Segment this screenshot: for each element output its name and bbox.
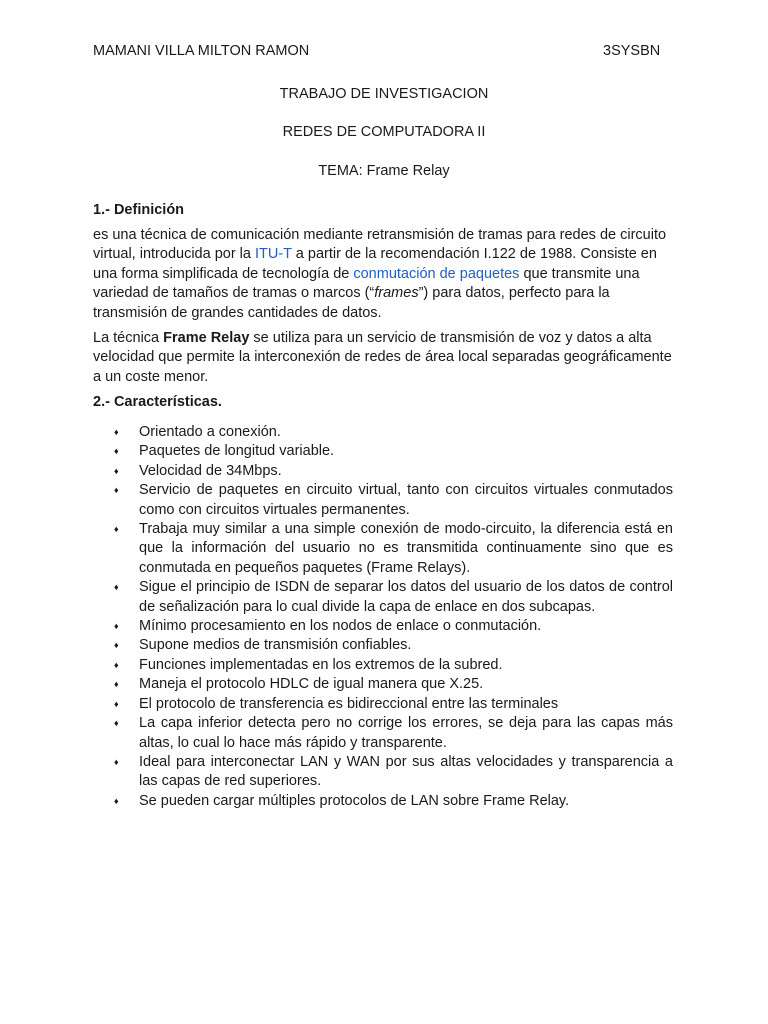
bullet-diamond-icon: ♦ <box>114 640 119 651</box>
list-item <box>93 656 673 675</box>
section-heading-characteristics: 2.- Características. <box>93 394 222 410</box>
title-topic: TEMA: Frame Relay <box>318 163 450 179</box>
list-item-text: Sigue el principio de ISDN de separar los datos del usuario de los datos de control de señalización para lo cual divide la capa de enlace en dos subcapas. <box>139 579 673 615</box>
list-item-text: Orientado a conexión. <box>139 424 281 440</box>
header-group: 3SYSBN <box>603 43 661 59</box>
definition-text-d: ”) para datos, perfecto para la transmisión de grandes cantidades de datos. <box>93 285 610 321</box>
list-item-text: Supone medios de transmisión confiables. <box>139 637 412 654</box>
frames-emphasis: frames <box>374 285 419 302</box>
list-item-text: Trabaja muy similar a una simple conexión de modo-circuito, la diferencia está en que la información del usuario no es transmitida continuamente sino que es conmutada en pequeños paquetes (Frame Relays). <box>139 521 673 576</box>
list-item-text: Servicio de paquetes en circuito virtual, tanto con circuitos virtuales conmutados como con circuitos virtuales permanentes. <box>139 482 673 518</box>
characteristics-list <box>93 423 673 811</box>
list-item-text: Ideal para interconectar LAN y WAN por sus altas velocidades y transparencia a las capas de red superiores. <box>139 753 673 790</box>
bullet-diamond-icon: ♦ <box>114 698 119 709</box>
list-item <box>93 578 673 617</box>
bullet-diamond-icon: ♦ <box>114 756 119 767</box>
title-course: REDES DE COMPUTADORA II <box>282 124 486 140</box>
frame-relay-strong: Frame Relay <box>163 330 250 346</box>
bullet-diamond-icon: ♦ <box>114 524 119 535</box>
list-item <box>93 695 673 714</box>
bullet-diamond-icon: ♦ <box>114 621 119 632</box>
list-item <box>93 675 673 694</box>
definition-text-a: es una técnica de comunicación mediante retransmisión de tramas para redes de circuito virtual, introducida por la <box>93 227 667 263</box>
bullet-diamond-icon: ♦ <box>114 465 119 476</box>
itu-t-link[interactable]: ITU-T <box>255 246 292 263</box>
bullet-diamond-icon: ♦ <box>114 679 119 690</box>
bullet-diamond-icon: ♦ <box>114 446 119 457</box>
list-item <box>93 714 673 753</box>
definition-text-b: a partir de la recomendación I.122 de 1988. Consiste en una forma simplificada de tecnología de <box>93 246 657 282</box>
list-item-text: Mínimo procesamiento en los nodos de enlace o conmutación. <box>139 618 542 635</box>
list-item-text: Paquetes de longitud variable. <box>139 443 335 460</box>
section-heading-definition: 1.- Definición <box>93 202 185 218</box>
header-author: MAMANI VILLA MILTON RAMON <box>93 43 310 59</box>
list-item-text: Velocidad de 34Mbps. <box>139 462 282 479</box>
list-item-text: La capa inferior detecta pero no corrige los errores, se deja para las capas más altas, lo cual lo hace más rápido y transparente. <box>139 715 673 751</box>
title-work: TRABAJO DE INVESTIGACION <box>279 86 489 102</box>
bullet-diamond-icon: ♦ <box>114 582 119 593</box>
usage-text-a: La técnica <box>93 330 164 346</box>
list-item <box>93 520 673 578</box>
definition-text-c: que transmite una variedad de tamaños de tramas o marcos (“ <box>93 265 640 302</box>
packet-switching-link[interactable]: conmutación de paquetes <box>353 265 520 282</box>
list-item-text: El protocolo de transferencia es bidireccional entre las terminales <box>139 695 559 712</box>
bullet-diamond-icon: ♦ <box>114 427 119 437</box>
usage-text-b: se utiliza para un servicio de transmisión de voz y datos a alta velocidad que permite la interconexión de redes de área local separadas geográficamente a un coste menor. <box>93 330 672 385</box>
list-item <box>93 636 673 655</box>
list-item <box>93 442 673 461</box>
list-item-text: Funciones implementadas en los extremos de la subred. <box>139 656 503 673</box>
list-item <box>93 753 673 792</box>
bullet-diamond-icon: ♦ <box>114 795 119 806</box>
bullet-diamond-icon: ♦ <box>114 485 119 496</box>
definition-paragraph <box>93 226 673 323</box>
list-item <box>93 481 673 520</box>
usage-paragraph <box>93 329 673 387</box>
list-item <box>93 792 673 811</box>
list-item-text: Se pueden cargar múltiples protocolos de LAN sobre Frame Relay. <box>139 792 570 809</box>
list-item-text: Maneja el protocolo HDLC de igual manera que X.25. <box>139 676 484 693</box>
list-item <box>93 617 673 636</box>
list-item <box>93 462 673 481</box>
bullet-diamond-icon: ♦ <box>114 718 119 729</box>
list-item <box>93 423 673 442</box>
bullet-diamond-icon: ♦ <box>114 659 119 670</box>
